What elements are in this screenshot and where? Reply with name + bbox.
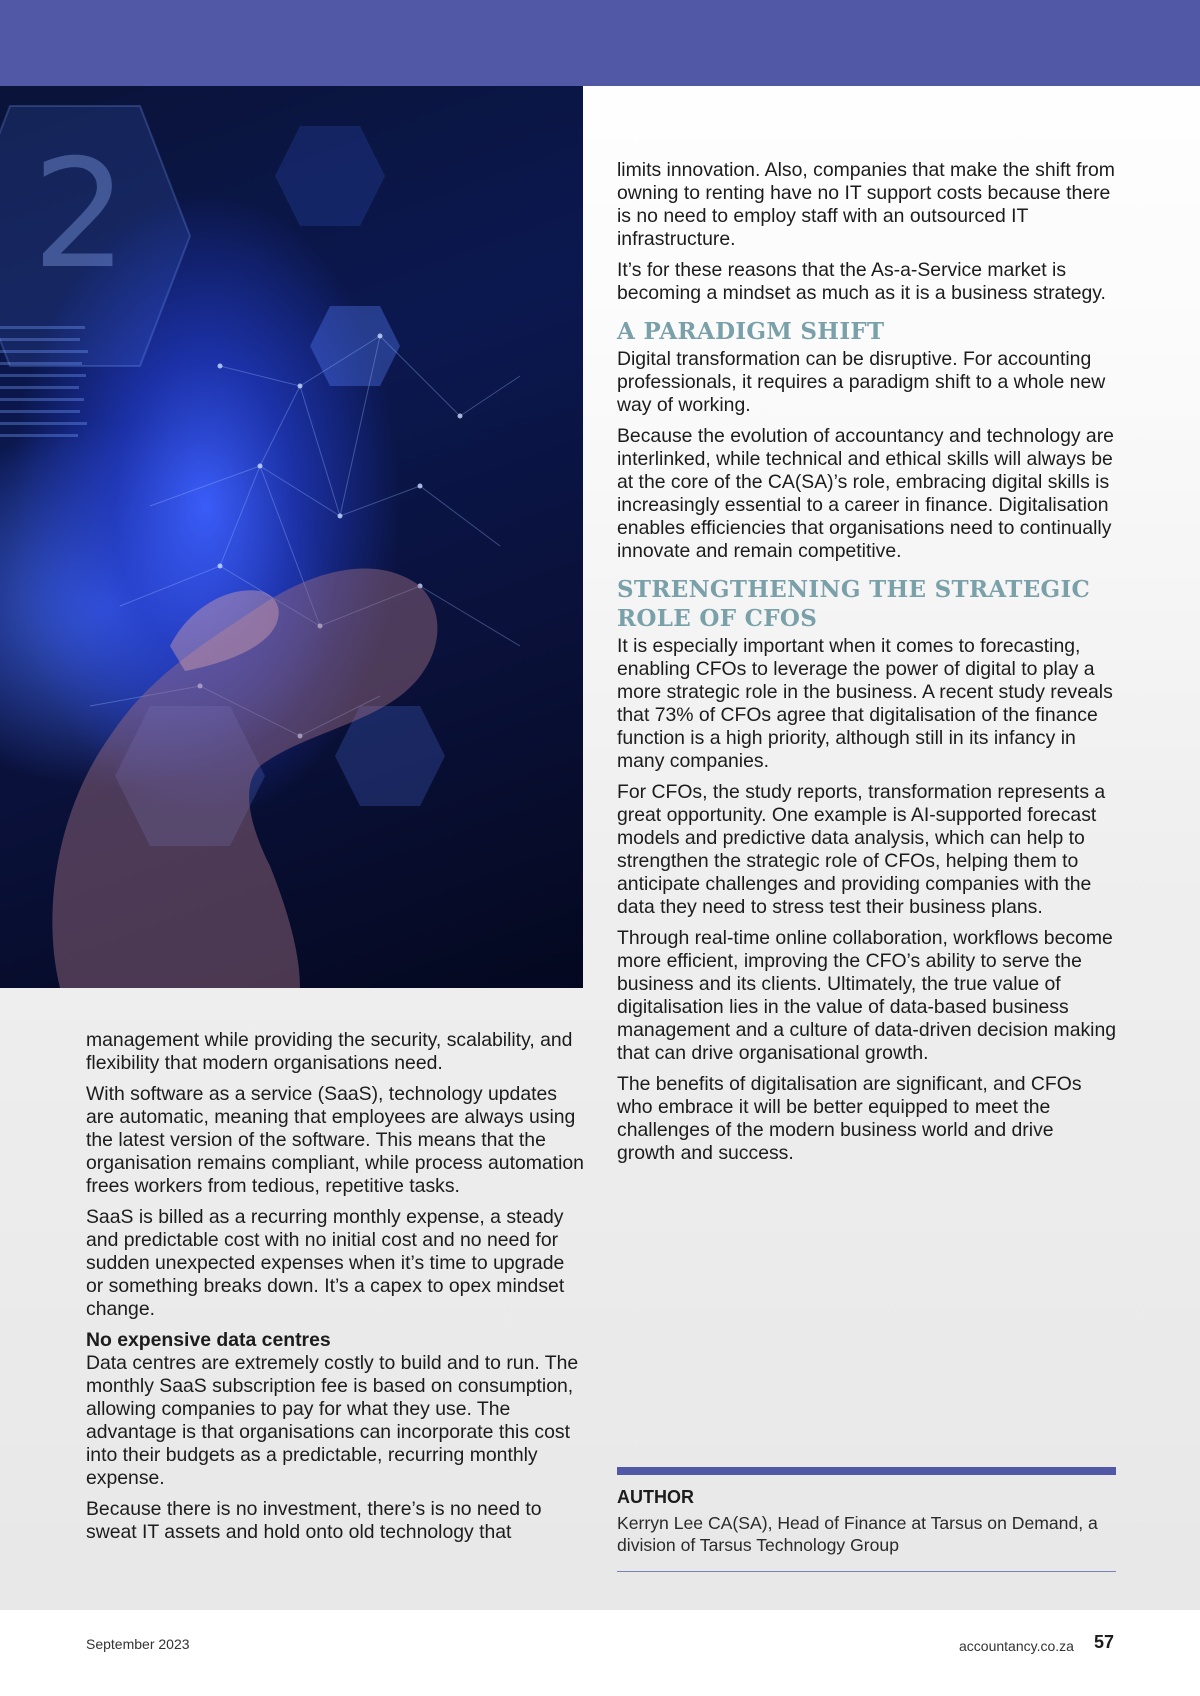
paragraph: Because there is no investment, there’s is no need to sweat IT assets and hold onto old technology that [86,1498,542,1543]
paragraph: Digital transformation can be disruptive. For accounting professionals, it requires a paradigm shift to a whole new way of working. [617,348,1106,416]
footer-website: accountancy.co.za [959,1638,1074,1654]
hero-image-hand-touching-digital-network [0,86,583,988]
page-number: 57 [1094,1632,1115,1652]
author-rule-line [617,1571,1116,1572]
paragraph: With software as a service (SaaS), technology updates are automatic, meaning that employees are always using the latest version of the software. This means that the organisation remains compliant, while process automation frees workers from tedious, repetitive tasks. [86,1083,584,1197]
hexagon-shape [310,306,400,386]
paragraph: It is especially important when it comes to forecasting, enabling CFOs to leverage the power of digital to play a more strategic role in the business. A recent study reveals that 73% of CFOs agree that digitalisation of the finance function is a high priority, although still in its infancy in many companies. [617,635,1113,772]
footer-date: September 2023 [86,1636,190,1652]
paragraph: For CFOs, the study reports, transformation represents a great opportunity. One example is AI-supported forecast models and predictive data analysis, which can help to strengthen the strategic role of CFOs, helping them to anticipate challenges and providing companies with the data they need to stress test their business plans. [617,781,1106,918]
paragraph: Data centres are extremely costly to build and to run. The monthly SaaS subscription fee is based on consumption, allowing companies to pay for what they use. The advantage is that organisations can incorporate this cost into their budgets as a predictable, recurring monthly expense. [86,1352,579,1489]
paragraph: Because the evolution of accountancy and technology are interlinked, while technical and ethical skills will always be at the core of the CA(SA)’s role, embracing digital skills is increasingly essential to a career in finance. Digitalisation enables efficiencies that organisations need to continually innovate and remain competitive. [617,425,1114,562]
subheading-data-centres: No expensive data centres [86,1329,331,1351]
digital-glyph: 2 [32,128,128,302]
paragraph: limits innovation. Also, companies that make the shift from owning to renting have no IT support costs because there is no need to employ staff with an outsourced IT infrastructure. [617,159,1115,250]
paragraph: SaaS is billed as a recurring monthly expense, a steady and predictable cost with no initial cost and no need for sudden unexpected expenses when it’s time to upgrade or something breaks down. It’s a capex to opex mindset change. [86,1206,565,1320]
paragraph: management while providing the security, scalability, and flexibility that modern organisations need. [86,1029,573,1074]
hexagon-shape [275,126,385,226]
author-divider-bar [617,1467,1116,1475]
paragraph: Through real-time online collaboration, workflows become more efficient, improving the CFO’s ability to serve the business and its clients. Ultimately, the true value of digitalisation lies in the value of data-based business management and a culture of data-driven decision making that can drive organisational growth. [617,927,1117,1064]
network-illustration [0,86,583,988]
author-bio: Kerryn Lee CA(SA), Head of Finance at Tarsus on Demand, a division of Tarsus Technology Group [617,1513,1098,1555]
header-color-band [0,0,1200,86]
section-heading-paradigm-shift: A PARADIGM SHIFT [617,318,885,345]
author-label: AUTHOR [617,1487,694,1507]
article-column-left [86,1029,586,1552]
article-column-right [617,159,1117,1173]
paragraph: It’s for these reasons that the As-a-Service market is becoming a mindset as much as it is a business strategy. [617,259,1106,304]
paragraph: The benefits of digitalisation are significant, and CFOs who embrace it will be better equipped to meet the challenges of the modern business world and drive growth and success. [617,1073,1082,1164]
section-heading-strategic-role: STRENGTHENING THE STRATEGIC ROLE OF CFOS [617,576,1091,632]
